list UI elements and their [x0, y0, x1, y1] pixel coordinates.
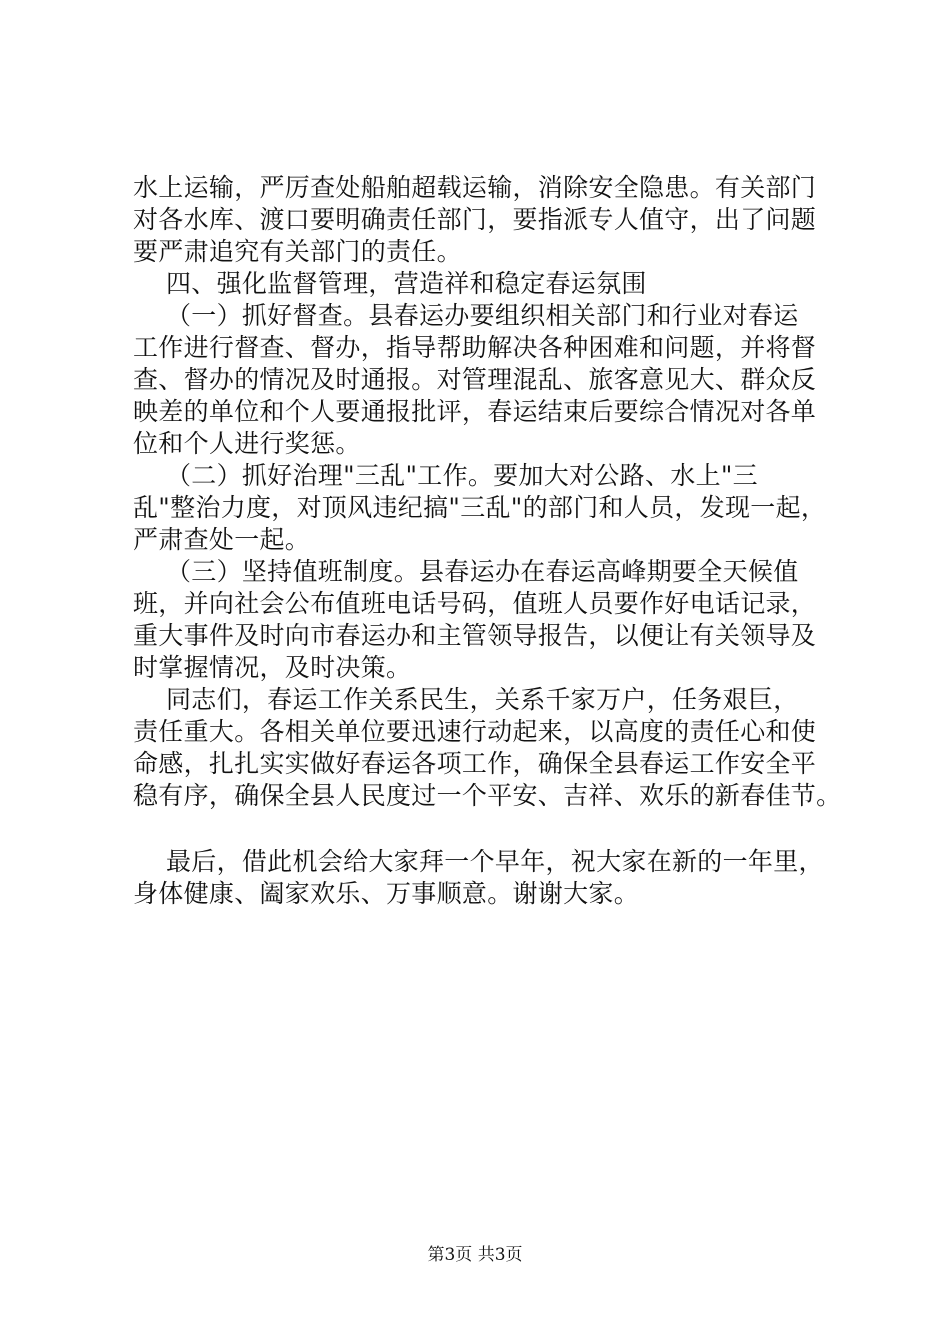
text-line: 严肃查处一起。: [133, 525, 311, 554]
text-line: 稳有序，确保全县人民度过一个平安、吉祥、欢乐的新春佳节。: [133, 781, 842, 810]
text-line: 责任重大。各相关单位要迅速行动起来，以高度的责任心和使: [133, 717, 817, 746]
text-line: 水上运输，严厉查处船舶超载运输，消除安全隐患。有关部门: [133, 173, 817, 202]
closing-line: 最后，借此机会给大家拜一个早年，祝大家在新的一年里，: [133, 847, 824, 876]
section-heading: 四、强化监督管理，营造祥和稳定春运氛围: [133, 269, 647, 298]
text-line: 对各水库、渡口要明确责任部门，要指派专人值守，出了问题: [133, 205, 817, 234]
text-line: 查、督办的情况及时通报。对管理混乱、旅客意见大、群众反: [133, 365, 817, 394]
text-line: 命感，扎扎实实做好春运各项工作，确保全县春运工作安全平: [133, 749, 817, 778]
text-line: 位和个人进行奖惩。: [133, 429, 361, 458]
text-line: 要严肃追究有关部门的责任。: [133, 237, 462, 266]
text-line: 映差的单位和个人要通报批评，春运结束后要综合情况对各单: [133, 397, 817, 426]
text-line: （二）抓好治理"三乱"工作。要加大对公路、水上"三: [133, 461, 758, 490]
paragraph-gap: [133, 812, 853, 846]
text-line: 同志们，春运工作关系民生，关系千家万户，任务艰巨，: [133, 685, 799, 714]
document-body: [133, 172, 853, 910]
text-line: （三）坚持值班制度。县春运办在春运高峰期要全天候值: [133, 557, 799, 586]
text-line: 时掌握情况，及时决策。: [133, 653, 412, 682]
page-number-footer: 第3页 共3页: [427, 1245, 523, 1265]
closing-line: 身体健康、阖家欢乐、万事顺意。谢谢大家。: [133, 879, 640, 908]
text-line: 乱"整治力度，对顶风违纪搞"三乱"的部门和人员，发现一起，: [133, 493, 827, 522]
text-line: 重大事件及时向市春运办和主管领导报告，以便让有关领导及: [133, 621, 817, 650]
text-line: （一）抓好督查。县春运办要组织相关部门和行业对春运: [133, 301, 799, 330]
text-line: 工作进行督查、督办，指导帮助解决各种困难和问题，并将督: [133, 333, 817, 362]
text-line: 班，并向社会公布值班电话号码，值班人员要作好电话记录，: [133, 589, 817, 618]
